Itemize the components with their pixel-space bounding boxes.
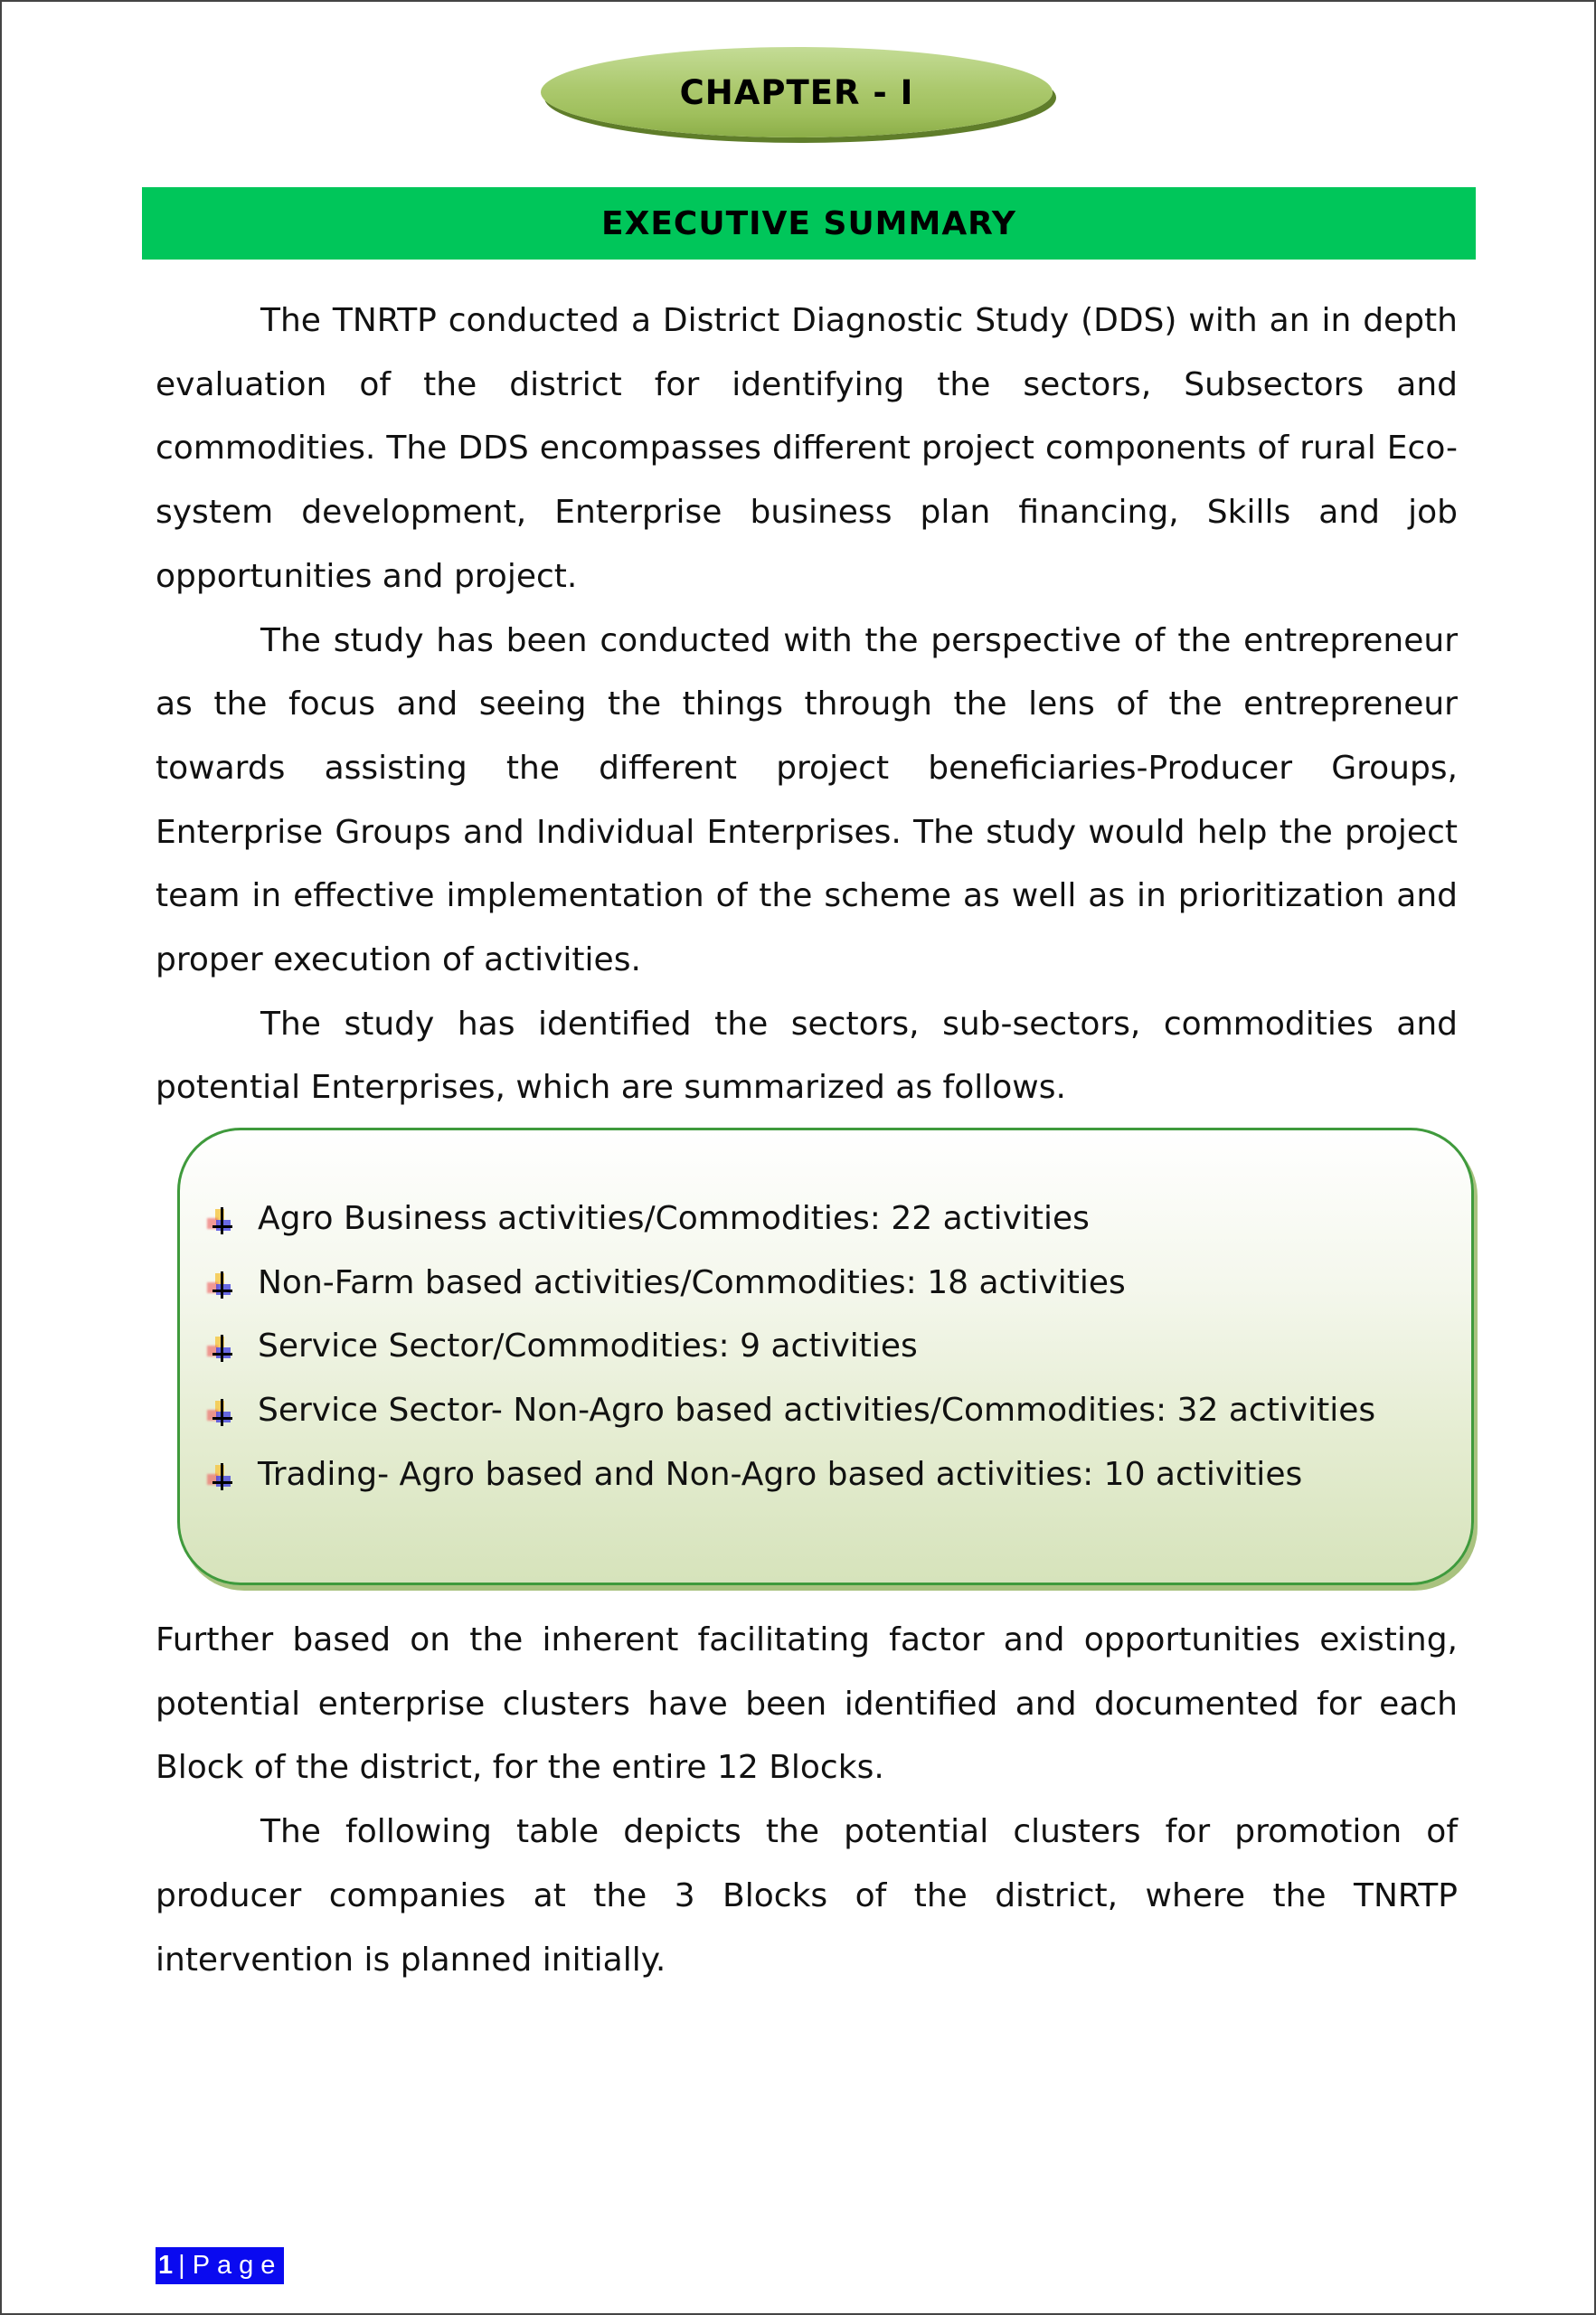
four-color-plus-bullet-icon bbox=[207, 1271, 234, 1299]
list-item bbox=[207, 1315, 1453, 1379]
list-item bbox=[207, 1187, 1453, 1252]
four-color-plus-bullet-icon bbox=[207, 1335, 234, 1362]
page-separator: | bbox=[178, 2251, 185, 2280]
closing-paragraph-2: The following table depicts the potential clusters for promotion of producer companies at the 3 Blocks of the district, where the TNRTP intervention is planned initially. bbox=[156, 1813, 1458, 1979]
page-number-footer bbox=[156, 2247, 284, 2284]
list-item bbox=[207, 1252, 1453, 1316]
list-item-text: Non-Farm based activities/Commodities: 18 activities bbox=[258, 1263, 1126, 1301]
intro-text bbox=[156, 289, 1458, 1120]
chapter-label: CHAPTER - I bbox=[679, 72, 914, 112]
closing-text bbox=[156, 1609, 1458, 1992]
list-item bbox=[207, 1379, 1453, 1443]
list-item-text: Service Sector- Non-Agro based activities/Commodities: 32 activities bbox=[258, 1392, 1376, 1430]
list-item bbox=[207, 1443, 1453, 1507]
intro-paragraph-2: The study has been conducted with the perspective of the entrepreneur as the focus and seeing the things through the lens of the entrepreneur towards assisting the different project beneficiaries-Producer Groups, Enterprise Groups and Individual Enterprises. The study would help the project team in effective implementation of the scheme as well as in prioritization and proper execution of activities. bbox=[156, 621, 1458, 979]
activities-list bbox=[207, 1187, 1453, 1507]
four-color-plus-bullet-icon bbox=[207, 1463, 234, 1490]
section-title: EXECUTIVE SUMMARY bbox=[600, 204, 1017, 242]
section-title-banner bbox=[142, 187, 1476, 260]
list-item-text: Agro Business activities/Commodities: 22 activities bbox=[258, 1200, 1090, 1237]
page-label: Page bbox=[192, 2251, 283, 2280]
page-number: 1 bbox=[158, 2251, 174, 2280]
list-item-text: Trading- Agro based and Non-Agro based activities: 10 activities bbox=[258, 1455, 1303, 1493]
activities-summary-box bbox=[177, 1128, 1474, 1585]
chapter-heading-pill bbox=[541, 47, 1053, 137]
intro-paragraph-3: The study has identified the sectors, sub-sectors, commodities and potential Enterprises, which are summarized as follows. bbox=[156, 1005, 1458, 1107]
four-color-plus-bullet-icon bbox=[207, 1207, 234, 1234]
four-color-plus-bullet-icon bbox=[207, 1399, 234, 1426]
closing-paragraph-1: Further based on the inherent facilitating factor and opportunities existing, potential enterprise clusters have been identified and documented for each Block of the district, for the entire 12 Blocks. bbox=[156, 1621, 1458, 1787]
intro-paragraph-1: The TNRTP conducted a District Diagnostic Study (DDS) with an in depth evaluation of the district for identifying the sectors, Subsectors and commodities. The DDS encompasses different project components of rural Eco-system development, Enterprise business plan financing, Skills and job opportunities and project. bbox=[156, 302, 1458, 595]
list-item-text: Service Sector/Commodities: 9 activities bbox=[258, 1328, 918, 1365]
